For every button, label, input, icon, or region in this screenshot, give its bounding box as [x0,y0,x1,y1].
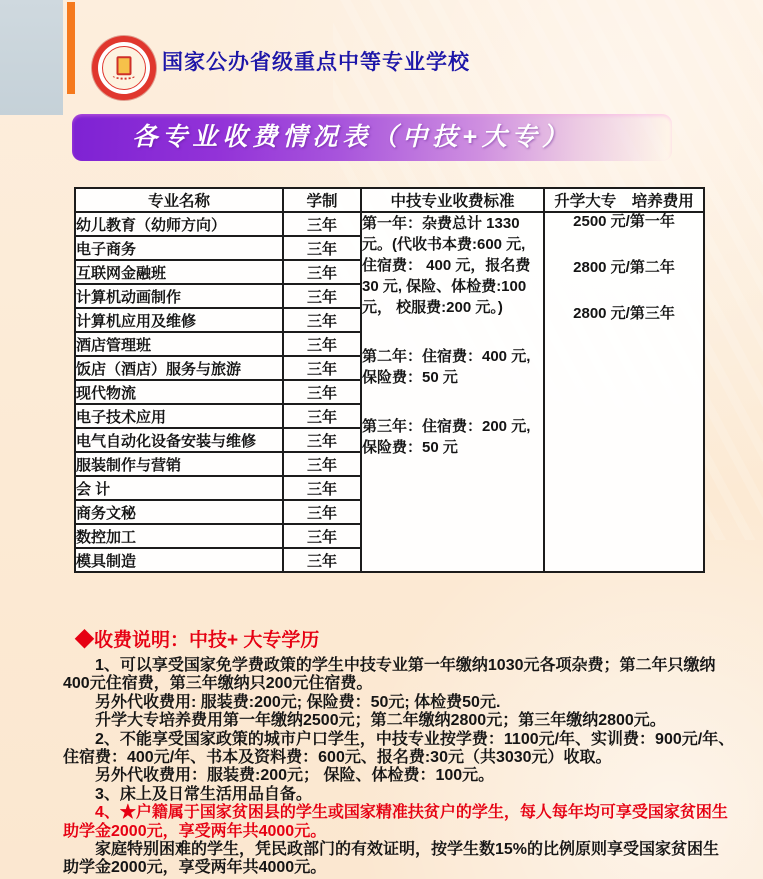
major-cell: 互联网金融班 [75,260,283,284]
college-fee-year3: 2800 元/第三年 [573,305,675,322]
duration-cell: 三年 [283,500,361,524]
major-cell: 计算机应用及维修 [75,308,283,332]
note-line: 2、不能享受国家政策的城市户口学生，中技专业按学费：1100元/年、实训费：900元/年、 [95,730,735,748]
fee-table-banner [72,114,672,161]
duration-cell: 三年 [283,404,361,428]
note-line: 4、★户籍属于国家贫困县的学生或国家精准扶贫户的学生，每人每年均可享受国家贫困生 [95,804,728,822]
major-cell: 服装制作与营销 [75,452,283,476]
col-header-duration: 学制 [283,188,361,212]
major-cell: 会 计 [75,476,283,500]
major-cell: 现代物流 [75,380,283,404]
duration-cell: 三年 [283,332,361,356]
fee-notes-section [63,625,749,878]
major-cell: 幼儿教育（幼师方向） [75,212,283,236]
major-cell: 饭店（酒店）服务与旅游 [75,356,283,380]
major-cell: 数控加工 [75,524,283,548]
fee-year2: 第二年：住宿费：400 元, 保险费：50 元 [362,348,531,386]
note-line: 400元住宿费，第三年缴纳只200元住宿费。 [63,675,373,693]
fee-table [74,187,705,573]
major-cell: 酒店管理班 [75,332,283,356]
school-seal-arc-text [112,71,136,80]
duration-cell: 三年 [283,308,361,332]
duration-cell: 三年 [283,236,361,260]
col-header-fee-standard: 中技专业收费标准 [361,188,544,212]
college-fee-cell [544,212,704,572]
duration-cell: 三年 [283,524,361,548]
major-cell: 电气自动化设备安装与维修 [75,428,283,452]
table-header-row [75,188,704,212]
note-line: 升学大专培养费用第一年缴纳2500元；第二年缴纳2800元；第三年缴纳2800元。 [95,712,666,730]
note-line: 1、可以享受国家免学费政策的学生中技专业第一年缴纳1030元各项杂费；第二年只缴纳 [95,657,716,674]
note-line: 3、床上及日常生活用品自备。 [95,785,312,803]
banner-title: 各专业收费情况表（中技+大专） [132,123,572,151]
col-header-college-fee: 升学大专 培养费用 [544,188,704,212]
duration-cell: 三年 [283,452,361,476]
duration-cell: 三年 [283,428,361,452]
note-line: 住宿费：400元/年、书本及资料费：600元、报名费:30元（共3030元）收取。 [63,749,612,767]
major-cell: 模具制造 [75,548,283,572]
fee-standard-cell [361,212,544,572]
school-header-title: 国家公办省级重点中等专业学校 [162,51,470,74]
corner-gray-block [0,0,63,115]
duration-cell: 三年 [283,284,361,308]
duration-cell: 三年 [283,380,361,404]
college-fee-year1: 2500 元/第一年 [573,213,675,230]
orange-accent-bar [67,2,75,94]
note-line: 另外代收费用: 服装费:200元; 保险费：50元; 体检费50元. [95,693,501,711]
major-cell: 电子商务 [75,236,283,260]
duration-cell: 三年 [283,548,361,572]
col-header-major: 专业名称 [75,188,283,212]
major-cell: 商务文秘 [75,500,283,524]
duration-cell: 三年 [283,260,361,284]
college-fee-year2: 2800 元/第二年 [573,259,675,276]
major-cell: 计算机动画制作 [75,284,283,308]
note-line: 另外代收费用：服装费:200元； 保险、体检费：100元。 [95,767,495,785]
major-cell: 电子技术应用 [75,404,283,428]
duration-cell: 三年 [283,356,361,380]
duration-cell: 三年 [283,212,361,236]
table-row [75,212,704,236]
note-line: 助学金2000元，享受两年共4000元。 [63,859,327,877]
school-seal-icon [92,36,156,100]
duration-cell: 三年 [283,476,361,500]
notes-heading: ◆收费说明：中技+ 大专学历 [75,630,320,651]
fee-year1: 第一年：杂费总计 1330元。(代收书本费:600 元, 住宿费： 400 元，报名费 30 元, 保险、体检费:100 元， 校服费:200 元。) [362,215,531,316]
note-line: 助学金2000元，享受两年共4000元。 [63,822,327,840]
note-line: 家庭特别困难的学生，凭民政部门的有效证明，按学生数15%的比例原则享受国家贫困生 [95,841,720,859]
fee-year3: 第三年：住宿费：200 元, 保险费：50 元 [362,418,531,456]
